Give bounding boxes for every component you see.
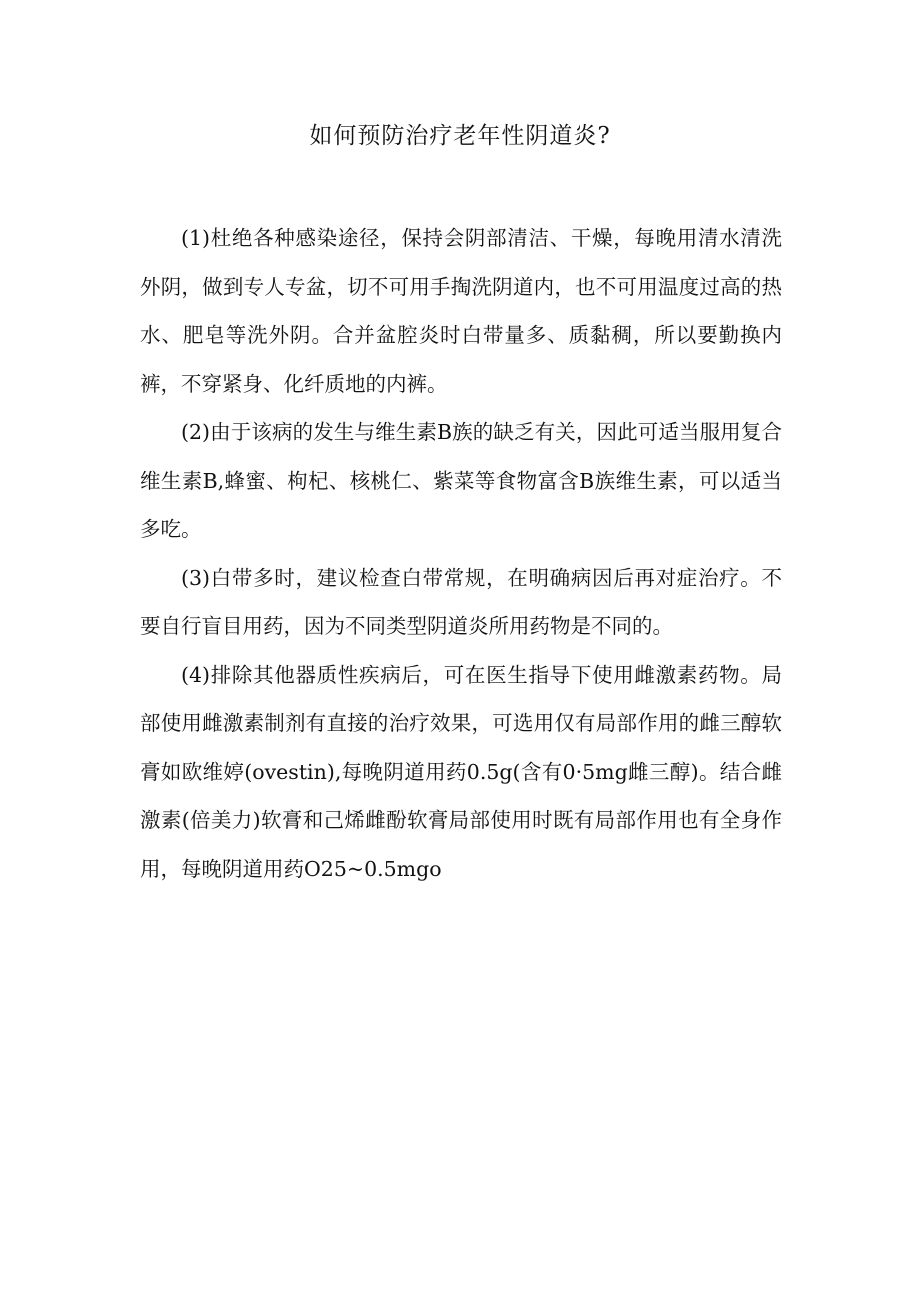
document-body [140, 214, 782, 893]
paragraph-4: (4)排除其他器质性疾病后，可在医生指导下使用雌激素药物。局部使用雌激素制剂有直接的治疗效果，可选用仅有局部作用的雌三醇软膏如欧维婷(ovestin),每晚阴道用药0.5g(含有0·5mg雌三醇)。结合雌激素(倍美力)软膏和己烯雌酚软膏局部使用时既有局部作用也有全身作用，每晚阴道用药O25~0.5mgo [140, 662, 782, 881]
page-title: 如何预防治疗老年性阴道炎? [309, 123, 611, 149]
paragraph-1: (1)杜绝各种感染途径，保持会阴部清洁、干燥，每晚用清水清洗外阴，做到专人专盆，切不可用手掏洗阴道内，也不可用温度过高的热水、肥皂等洗外阴。合并盆腔炎时白带量多、质黏稠，所以要勤换内裤，不穿紧身、化纤质地的内裤。 [140, 226, 782, 396]
paragraph-2: (2)由于该病的发生与维生素B族的缺乏有关，因此可适当服用复合维生素B,蜂蜜、枸杞、核桃仁、紫菜等食物富含B族维生素，可以适当多吃。 [140, 420, 782, 541]
paragraph-3: (3)白带多时，建议检查白带常规，在明确病因后再对症治疗。不要自行盲目用药，因为不同类型阴道炎所用药物是不同的。 [140, 565, 782, 638]
